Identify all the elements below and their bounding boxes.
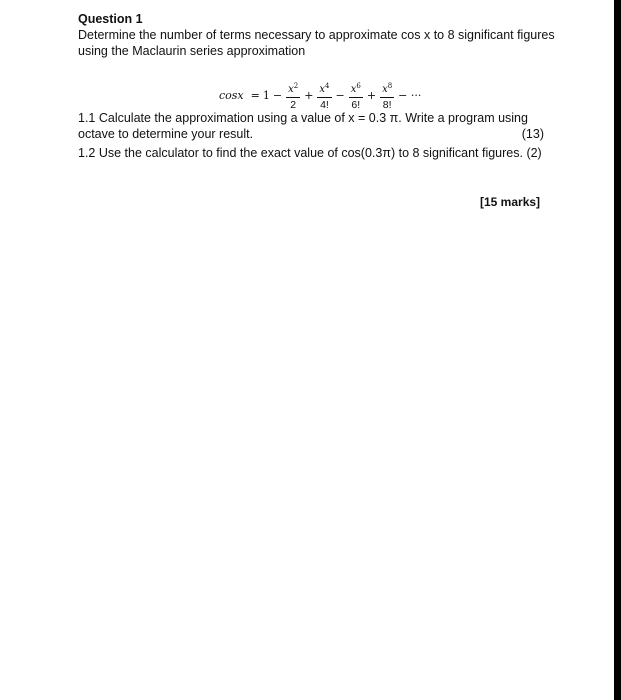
term-denominator: 6! (351, 98, 361, 111)
equation-constant: 1 (262, 88, 270, 102)
equation-tail: − ··· (398, 88, 422, 102)
part-1-1-line-2 (78, 126, 544, 142)
term-denominator: 2 (290, 98, 297, 111)
term-denominator: 8! (382, 98, 392, 111)
term-fraction (317, 80, 331, 111)
part-1-1-marks: (13) (521, 127, 544, 141)
intro-line-1: Determine the number of terms necessary to approximate cos x to 8 significant figures (78, 28, 555, 42)
term-sign: + (366, 88, 377, 102)
maclaurin-equation (219, 75, 424, 115)
equation-equals: = (250, 88, 260, 102)
term-fraction (380, 80, 394, 111)
term-numerator: $x^4$ (317, 80, 331, 98)
term-sign: + (304, 88, 314, 102)
intro-line-2: using the Maclaurin series approximation (78, 44, 306, 58)
term-sign: − (272, 88, 283, 102)
term-denominator: 4! (320, 98, 329, 111)
term-numerator: $x^8$ (380, 80, 394, 98)
part-1-1-line-1: 1.1 Calculate the approximation using a value of x = 0.3 π. Write a program using (78, 111, 528, 125)
part-1-1-line-2-text: octave to determine your result. (78, 127, 254, 141)
total-marks: [15 marks] (480, 195, 541, 209)
term-sign: − (335, 88, 345, 102)
term-fraction (286, 80, 300, 111)
term-numerator: $x^2$ (286, 80, 300, 98)
equation-lhs: cosx (219, 88, 244, 102)
term-fraction (349, 80, 363, 111)
part-1-1 (78, 110, 544, 142)
part-1-2: 1.2 Use the calculator to find the exact value of cos(0.3π) to 8 significant figures. (2) (78, 146, 542, 160)
question-title: Question 1 (78, 12, 143, 26)
term-numerator: $x^6$ (349, 80, 363, 98)
question-intro (78, 27, 555, 59)
